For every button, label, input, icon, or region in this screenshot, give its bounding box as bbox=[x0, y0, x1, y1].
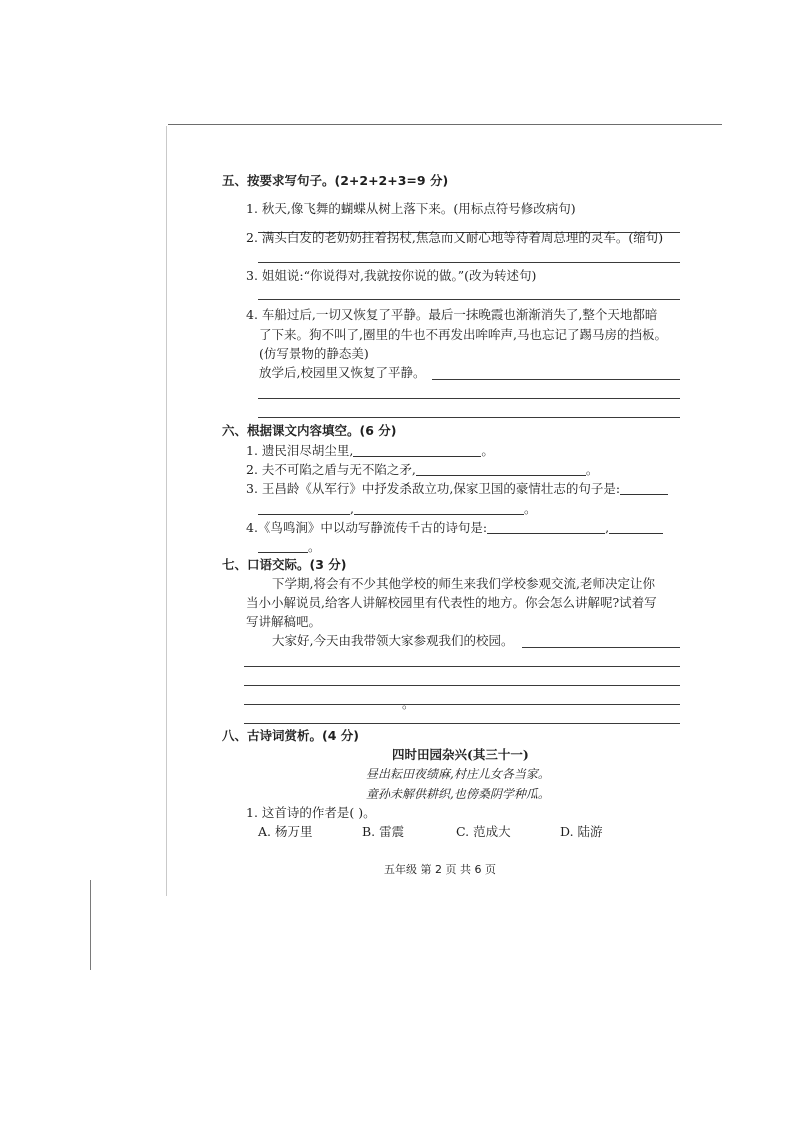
s7-period: 。 bbox=[402, 696, 415, 711]
s8-option-b[interactable]: B. 雷震 bbox=[362, 824, 405, 839]
s6-q3-blank-a[interactable] bbox=[620, 482, 668, 495]
poem-line-1: 昼出耘田夜绩麻,村庄儿女各当家。 bbox=[366, 767, 550, 781]
s6-q4-blank-b[interactable] bbox=[609, 521, 663, 534]
s5-answer-line-4a[interactable] bbox=[432, 379, 680, 380]
s6-question-3-cont bbox=[258, 501, 537, 517]
s6-q3-blank-b[interactable] bbox=[258, 502, 350, 515]
s5-question-4-line-2: 了下来。狗不叫了,圈里的牛也不再发出哞哞声,马也忘记了踢马房的挡板。 bbox=[259, 327, 667, 342]
s6-question-3 bbox=[246, 481, 668, 497]
scan-edge-top bbox=[168, 124, 722, 125]
poem-line-2: 童孙未解供耕织,也傍桑阴学种瓜。 bbox=[366, 787, 550, 801]
s5-question-4-line-4: 放学后,校园里又恢复了平静。 bbox=[259, 365, 426, 380]
s5-question-4-line-3: (仿写景物的静态美) bbox=[259, 346, 369, 361]
s6-q2-end: 。 bbox=[585, 462, 599, 477]
section-8-title: 八、古诗词赏析。(4 分) bbox=[222, 728, 359, 743]
s5-question-2: 2. 满头白发的老奶奶拄着拐杖,焦急而又耐心地等待着周总理的灵车。(缩句) bbox=[246, 230, 664, 245]
s6-q3-comma: , bbox=[350, 501, 354, 516]
s5-answer-line-4b[interactable] bbox=[258, 398, 680, 399]
s6-q3-blank-c[interactable] bbox=[354, 502, 524, 515]
s5-question-3: 3. 姐姐说:“你说得对,我就按你说的做。”(改为转述句) bbox=[246, 268, 537, 283]
s6-question-1 bbox=[246, 443, 494, 459]
poem-title: 四时田园杂兴(其三十一) bbox=[392, 747, 529, 762]
s6-q4-blank-c[interactable] bbox=[258, 540, 308, 553]
s6-q4-end: 。 bbox=[308, 539, 321, 554]
scan-edge-left bbox=[166, 126, 167, 896]
s8-option-c[interactable]: C. 范成大 bbox=[456, 824, 511, 839]
s7-answer-line-3[interactable] bbox=[244, 685, 680, 686]
s7-prompt-line-2: 当小小解说员,给客人讲解校园里有代表性的地方。你会怎么讲解呢?试着写 bbox=[246, 595, 657, 610]
s6-q3-text: 3. 王昌龄《从军行》中抒发杀敌立功,保家卫国的豪情壮志的句子是: bbox=[246, 481, 621, 496]
s6-q2-blank[interactable] bbox=[416, 463, 586, 476]
s8-question-1: 1. 这首诗的作者是( )。 bbox=[246, 805, 376, 820]
s7-answer-line-4[interactable] bbox=[244, 704, 680, 705]
s7-opening-sentence: 大家好,今天由我带领大家参观我们的校园。 bbox=[272, 633, 514, 648]
s6-question-2 bbox=[246, 462, 598, 478]
s8-option-d[interactable]: D. 陆游 bbox=[560, 824, 603, 839]
page-footer: 五年级 第 2 页 共 6 页 bbox=[384, 863, 496, 876]
s5-question-1: 1. 秋天,像飞舞的蝴蝶从树上落下来。(用标点符号修改病句) bbox=[246, 201, 576, 216]
s6-q4-blank-a[interactable] bbox=[487, 521, 605, 534]
s6-q4-text: 4.《鸟鸣涧》中以动写静流传千古的诗句是: bbox=[246, 520, 488, 535]
exam-page bbox=[170, 126, 722, 896]
s7-answer-line-5[interactable] bbox=[244, 723, 680, 724]
s6-q3-end: 。 bbox=[523, 501, 537, 516]
s5-answer-line-4c[interactable] bbox=[258, 417, 680, 418]
section-7-title: 七、口语交际。(3 分) bbox=[222, 557, 347, 572]
s7-answer-line-2[interactable] bbox=[244, 666, 680, 667]
s5-answer-line-2[interactable] bbox=[258, 262, 680, 263]
s6-q1-text: 1. 遗民泪尽胡尘里, bbox=[246, 443, 354, 458]
s7-answer-line-1[interactable] bbox=[522, 647, 680, 648]
s6-q1-blank[interactable] bbox=[353, 444, 481, 457]
s8-option-a[interactable]: A. 杨万里 bbox=[258, 824, 313, 839]
s7-prompt-line-3: 写讲解稿吧。 bbox=[246, 614, 322, 629]
s6-q1-end: 。 bbox=[481, 443, 494, 458]
scan-edge-far bbox=[90, 880, 91, 970]
s5-answer-line-3[interactable] bbox=[258, 299, 680, 300]
s5-question-4-line-1: 4. 车船过后,一切又恢复了平静。最后一抹晚霞也渐渐消失了,整个天地都暗 bbox=[246, 307, 658, 322]
s7-prompt-line-1: 下学期,将会有不少其他学校的师生来我们学校参观交流,老师决定让你 bbox=[272, 576, 655, 591]
section-5-title: 五、按要求写句子。(2+2+2+3=9 分) bbox=[222, 173, 449, 188]
section-6-title: 六、根据课文内容填空。(6 分) bbox=[222, 423, 397, 438]
s6-question-4-cont bbox=[258, 539, 321, 555]
s6-q4-comma: , bbox=[605, 520, 610, 535]
s6-question-4 bbox=[246, 520, 663, 536]
s6-q2-text: 2. 夫不可陷之盾与无不陷之矛, bbox=[246, 462, 416, 477]
